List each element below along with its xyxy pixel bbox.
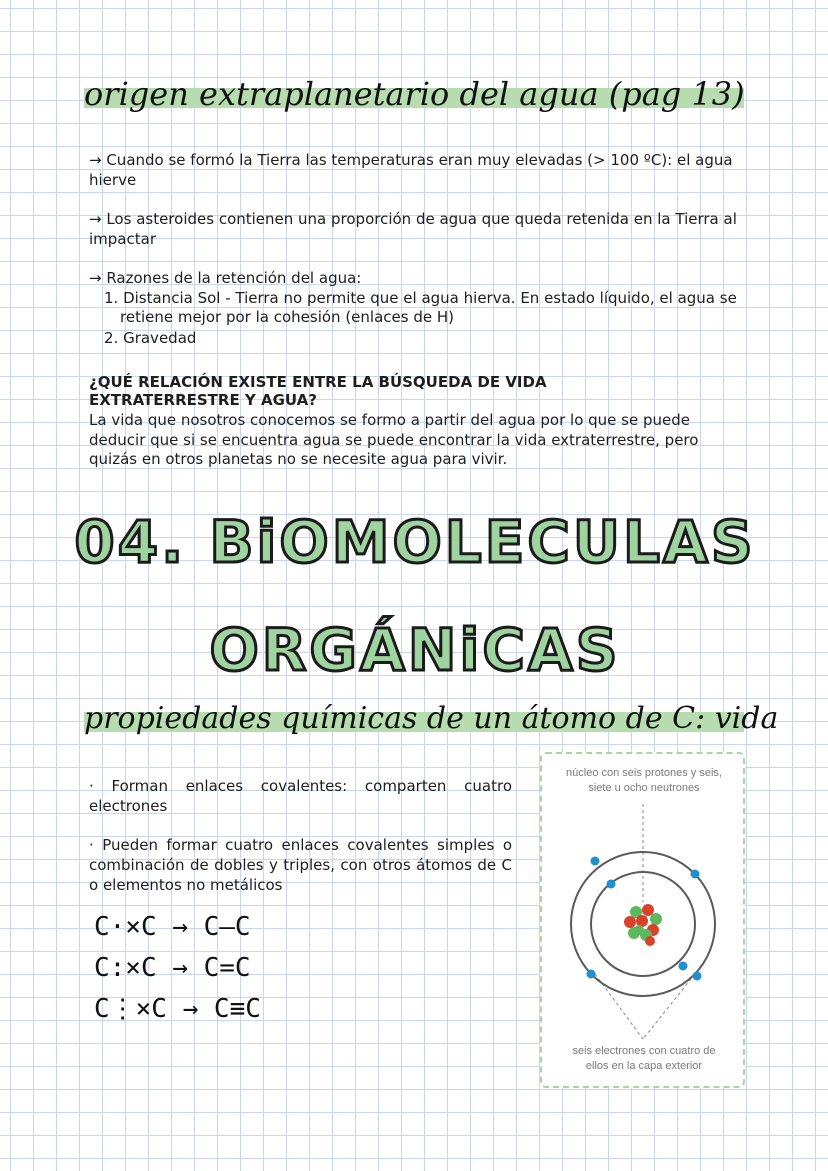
bullet-covalent: · Forman enlaces covalentes: comparten cuatro electrones [89,777,512,815]
formula-double-bond: C:×C → C=C [94,953,251,983]
bullet-bond-types: · Pueden formar cuatro enlaces covalentes simples o combinación de dobles y triples, con otros átomos de C o elementos no metálicos [89,836,512,894]
answer-paragraph: La vida que nosotros conocemos se formo a partir del agua por lo que se puede deducir que si se encuentra agua se puede encontrar la vida extraterrestre, pero quizás en otros planetas no se necesite agua para vivir. [89,411,699,468]
electron [693,972,702,981]
formula-triple-bond: C⋮×C → C≡C [94,994,261,1024]
section-title: origen extraplanetario del agua (pag 13) [84,75,745,113]
electron [591,857,600,866]
paragraph-asteroids: → Los asteroides contienen una proporción de agua que queda retenida en la Tierra al impactar [89,210,737,248]
formula-single-bond: C·×C → C–C [94,912,251,942]
nucleus-caption: núcleo con seis protones y seis, siete u ocho neutrones [566,767,722,794]
list-item: 1. Distancia Sol - Tierra no permite que el agua hierva. En estado líquido, el agua se retiene mejor por la cohesión (enlaces de H) [104,289,737,326]
electrons-caption: seis electrones con cuatro de ellos en la capa exterior [572,1045,716,1072]
carbon-atom-diagram [540,752,745,1088]
electron [691,870,700,879]
pointer-line-electron-right [643,974,695,1039]
list-item: 2. Gravedad [104,329,197,347]
paragraph-formation: → Cuando se formó la Tierra las temperaturas eran muy elevadas (> 100 ºC): el agua hierve [89,151,733,189]
question-heading: ¿QUÉ RELACIÓN EXISTE ENTRE LA BÚSQUEDA DE VIDA EXTRATERRESTRE Y AGUA? [89,373,547,409]
atom-illustration [542,754,743,1086]
electron [587,970,596,979]
section-subtitle: propiedades químicas de un átomo de C: vida [84,701,779,736]
nucleus [624,904,662,946]
electron [679,962,688,971]
chapter-title-line1: 04. BiOMOLECULAS [74,508,756,576]
electron [607,880,616,889]
paragraph-retention-intro: → Razones de la retención del agua: [89,269,362,287]
chapter-title-line2: ORGÁNiCAS [209,616,621,684]
